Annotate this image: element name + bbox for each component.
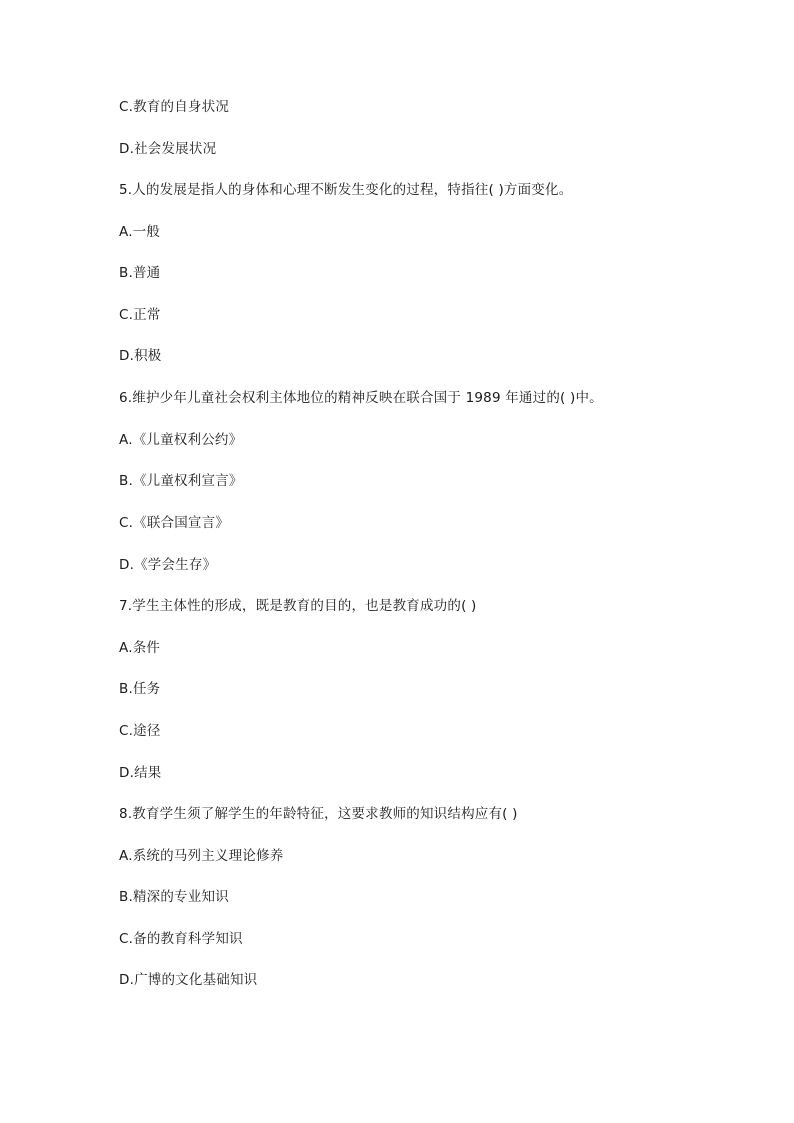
q8-option-d: D.广博的文化基础知识 xyxy=(119,972,258,988)
q7-option-d: D.结果 xyxy=(119,765,162,781)
q7-option-a: A.条件 xyxy=(119,640,161,656)
q5-option-a: A.一般 xyxy=(119,224,161,240)
q6-option-a: A.《儿童权利公约》 xyxy=(119,432,243,448)
q5-option-c: C.正常 xyxy=(119,307,161,323)
q8-option-c: C.备的教育科学知识 xyxy=(119,931,243,947)
q7-option-b: B.任务 xyxy=(119,681,161,697)
q7-question: 7.学生主体性的形成，既是教育的目的，也是教育成功的( ) xyxy=(119,598,477,614)
q8-option-a: A.系统的马列主义理论修养 xyxy=(119,848,284,864)
q7-option-c: C.途径 xyxy=(119,723,161,739)
q4-option-c: C.教育的自身状况 xyxy=(119,99,230,115)
q8-option-b: B.精深的专业知识 xyxy=(119,889,229,905)
q4-option-d: D.社会发展状况 xyxy=(119,141,217,157)
q5-option-d: D.积极 xyxy=(119,348,162,364)
q5-option-b: B.普通 xyxy=(119,265,161,281)
q5-question: 5.人的发展是指人的身体和心理不断发生变化的过程，特指往( )方面变化。 xyxy=(119,182,573,198)
q6-option-c: C.《联合国宣言》 xyxy=(119,515,230,531)
q6-option-b: B.《儿童权利宣言》 xyxy=(119,473,243,489)
q6-option-d: D.《学会生存》 xyxy=(119,557,217,573)
q6-question: 6.维护少年儿童社会权利主体地位的精神反映在联合国于 1989 年通过的( )中。 xyxy=(119,390,603,406)
q8-question: 8.教育学生须了解学生的年龄特征，这要求教师的知识结构应有( ) xyxy=(119,806,518,822)
